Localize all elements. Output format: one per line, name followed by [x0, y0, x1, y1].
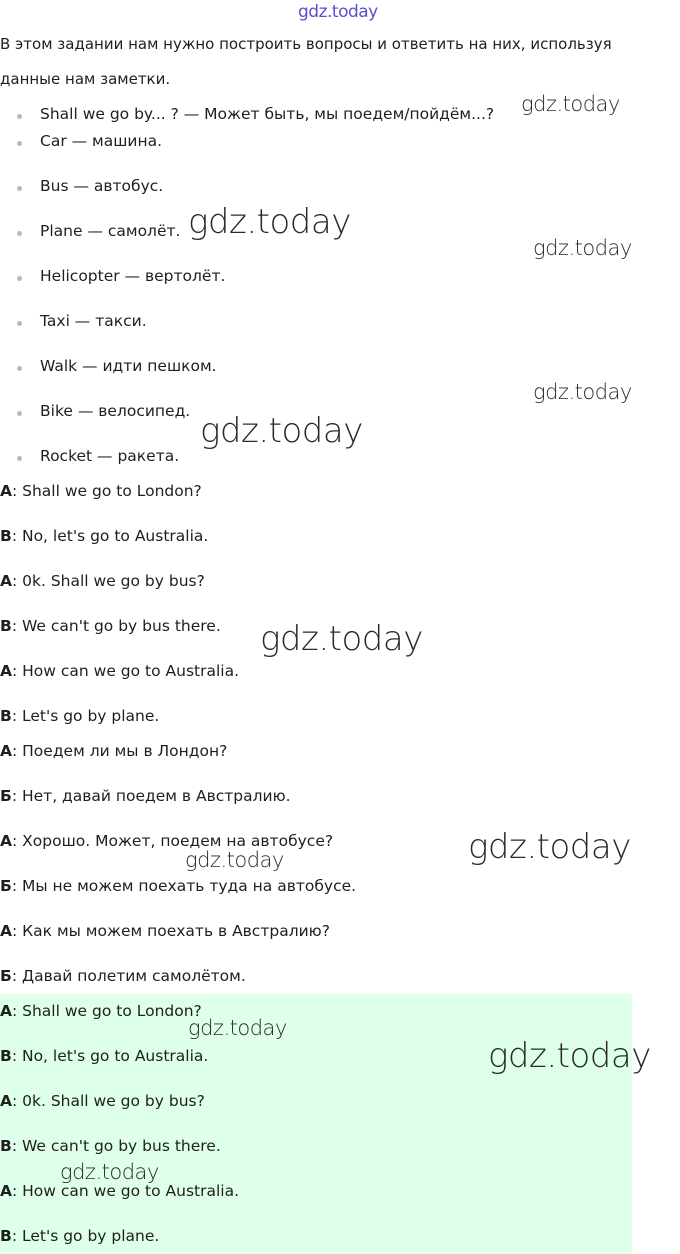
speaker-label: B [0, 1047, 12, 1065]
list-item: Rocket — ракета. [40, 447, 180, 465]
watermark: gdz.today [521, 92, 620, 116]
speaker-label: A [0, 662, 12, 680]
speaker-label: А [0, 832, 12, 850]
dialogue-text: : No, let's go to Australia. [11, 527, 209, 545]
dialogue-line [0, 572, 205, 590]
dialogue-text: : Shall we go to London? [12, 1002, 202, 1020]
dialogue-text: : No, let's go to Australia. [11, 1047, 209, 1065]
bullet-icon [17, 141, 22, 146]
intro-text [0, 27, 670, 97]
speaker-label: A [0, 572, 12, 590]
dialogue-text: : 0k. Shall we go by bus? [12, 572, 205, 590]
dialogue-text: : 0k. Shall we go by bus? [12, 1092, 205, 1110]
speaker-label: B [0, 1227, 12, 1245]
dialogue-line [0, 1227, 159, 1245]
watermark: gdz.today [188, 202, 351, 242]
watermark: gdz.today [185, 848, 284, 872]
dialogue-text: : How can we go to Australia. [12, 1182, 240, 1200]
dialogue-line [0, 482, 202, 500]
list-item: Bike — велосипед. [40, 402, 191, 420]
bullet-icon [17, 411, 22, 416]
dialogue-text: : We can't go by bus there. [11, 617, 221, 635]
bullet-icon [17, 366, 22, 371]
dialogue-text: : Нет, давай поедем в Австралию. [11, 787, 291, 805]
dialogue-line [0, 1092, 205, 1110]
watermark: gdz.today [533, 236, 632, 260]
watermark: gdz.today [260, 619, 423, 659]
dialogue-line [0, 742, 227, 760]
dialogue-text: : We can't go by bus there. [11, 1137, 221, 1155]
speaker-label: A [0, 482, 12, 500]
speaker-label: Б [0, 787, 12, 805]
dialogue-line [0, 1182, 239, 1200]
speaker-label: А [0, 922, 12, 940]
dialogue-line [0, 527, 208, 545]
dialogue-text: : Let's go by plane. [11, 1227, 160, 1245]
list-item: Helicopter — вертолёт. [40, 267, 226, 285]
watermark: gdz.today [488, 1036, 651, 1076]
list-item: Shall we go by... ? — Может быть, мы поедем/пойдём...? [40, 105, 495, 123]
dialogue-line [0, 787, 291, 805]
speaker-label: A [0, 1002, 12, 1020]
watermark: gdz.today [200, 411, 363, 451]
dialogue-line [0, 617, 221, 635]
speaker-label: B [0, 527, 12, 545]
list-item: Car — машина. [40, 132, 163, 150]
watermark: gdz.today [533, 380, 632, 404]
site-mark: gdz.today [298, 2, 378, 22]
intro-line-1: В этом задании нам нужно построить вопросы и ответить на них, используя [0, 35, 612, 53]
dialogue-line [0, 707, 159, 725]
dialogue-text: : Мы не можем поехать туда на автобусе. [11, 877, 357, 895]
speaker-label: А [0, 742, 12, 760]
dialogue-line [0, 1137, 221, 1155]
highlight-block [0, 994, 632, 1254]
speaker-label: A [0, 1092, 12, 1110]
bullet-icon [17, 186, 22, 191]
list-item: Bus — автобус. [40, 177, 164, 195]
intro-line-2: данные нам заметки. [0, 70, 171, 88]
dialogue-text: : Как мы можем поехать в Австралию? [12, 922, 330, 940]
bullet-icon [17, 114, 22, 119]
dialogue-text: : Давай полетим самолётом. [11, 967, 246, 985]
dialogue-line [0, 877, 356, 895]
list-item: Taxi — такси. [40, 312, 147, 330]
bullet-icon [17, 321, 22, 326]
dialogue-line [0, 662, 239, 680]
speaker-label: Б [0, 967, 12, 985]
watermark: gdz.today [468, 827, 631, 867]
speaker-label: B [0, 707, 12, 725]
dialogue-text: : Поедем ли мы в Лондон? [12, 742, 228, 760]
list-item: Plane — самолёт. [40, 222, 181, 240]
bullet-icon [17, 231, 22, 236]
dialogue-line [0, 922, 330, 940]
dialogue-line [0, 1002, 202, 1020]
speaker-label: B [0, 1137, 12, 1155]
dialogue-line [0, 967, 246, 985]
bullet-icon [17, 456, 22, 461]
dialogue-line [0, 1047, 208, 1065]
dialogue-text: : Let's go by plane. [11, 707, 160, 725]
bullet-icon [17, 276, 22, 281]
watermark: gdz.today [188, 1016, 287, 1040]
speaker-label: B [0, 617, 12, 635]
list-item: Walk — идти пешком. [40, 357, 217, 375]
dialogue-text: : How can we go to Australia. [12, 662, 240, 680]
watermark: gdz.today [60, 1160, 159, 1184]
speaker-label: A [0, 1182, 12, 1200]
dialogue-text: : Хорошо. Может, поедем на автобусе? [12, 832, 334, 850]
dialogue-text: : Shall we go to London? [12, 482, 202, 500]
speaker-label: Б [0, 877, 12, 895]
